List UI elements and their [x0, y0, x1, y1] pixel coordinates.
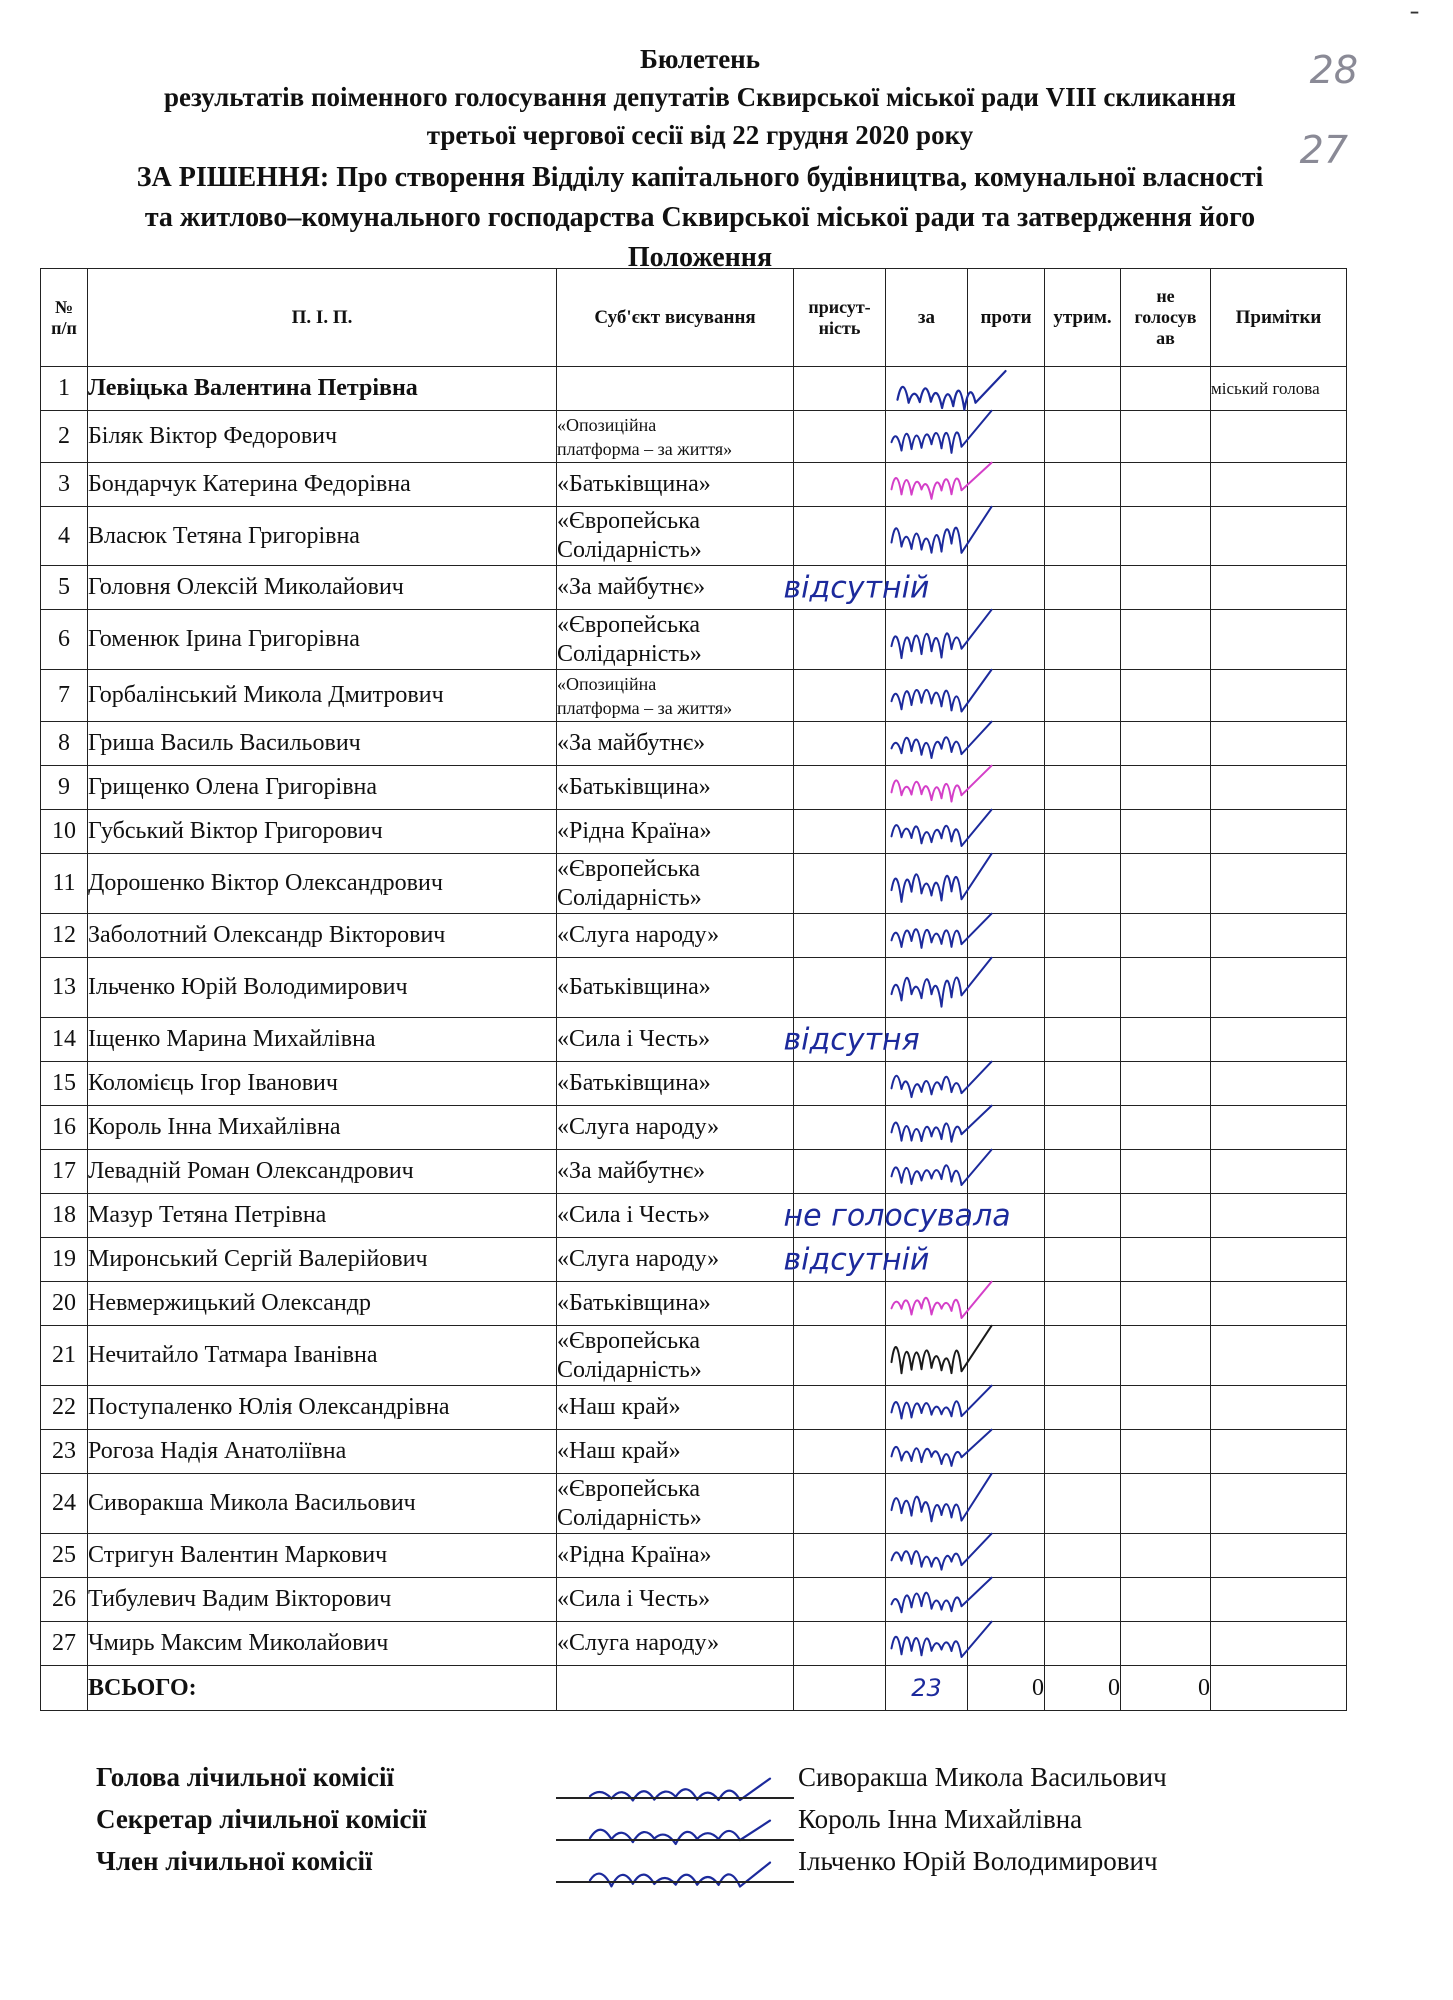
deputy-name: Миронський Сергій Валерійович — [88, 1238, 557, 1282]
deputy-name: Іщенко Марина Михайлівна — [88, 1018, 557, 1062]
nominating-party: «Слуга народу» — [557, 1622, 794, 1666]
deputy-name: Заболотний Олександр Вікторович — [88, 914, 557, 958]
signature-stroke — [892, 507, 992, 553]
nominating-party: «Сила і Честь» — [557, 1194, 794, 1238]
col-for-header: за — [886, 269, 968, 367]
signature-stroke — [892, 854, 992, 902]
total-abstain: 0 — [1045, 1666, 1121, 1711]
nominating-party: «Рідна Країна» — [557, 1534, 794, 1578]
row-number: 9 — [41, 766, 88, 810]
deputy-name: Стригун Валентин Маркович — [88, 1534, 557, 1578]
signature-stroke — [892, 670, 992, 712]
signature-stroke — [892, 463, 992, 499]
signature-stroke — [892, 1474, 992, 1522]
nominating-party: «За майбутнє» — [557, 722, 794, 766]
signature-stroke — [892, 766, 992, 802]
col-name-header: П. І. П. — [88, 269, 557, 367]
deputy-name: Сиворакша Микола Васильович — [88, 1474, 557, 1534]
signature-stroke — [892, 1578, 992, 1613]
deputy-name: Левадній Роман Олександрович — [88, 1150, 557, 1194]
ballot-subtitle: результатів поіменного голосування депутатів Сквирської міської ради VIII скликання — [163, 82, 1237, 112]
nominating-party: «Європейська Солідарність» — [557, 610, 794, 670]
nominating-party: «Європейська Солідарність» — [557, 507, 794, 566]
deputy-name: Гриша Василь Васильович — [88, 722, 557, 766]
deputy-name: Невмержицький Олександр — [88, 1282, 557, 1326]
row-number: 20 — [41, 1282, 88, 1326]
deputy-name: Ільченко Юрій Володимирович — [88, 958, 557, 1018]
deputy-name: Горбалінський Микола Дмитрович — [88, 670, 557, 722]
signature-stroke — [892, 1282, 992, 1318]
signature-stroke — [892, 1326, 992, 1373]
nominating-party: «Опозиційна платформа – за життя» — [557, 411, 794, 463]
deputy-name: Мазур Тетяна Петрівна — [88, 1194, 557, 1238]
corner-mark: ˉ — [1408, 8, 1421, 38]
commission-member — [96, 1846, 1296, 1888]
signature-line — [556, 1797, 794, 1799]
nominating-party: «Батьківщина» — [557, 463, 794, 507]
row-number: 25 — [41, 1534, 88, 1578]
handwritten-note: не голосувала — [783, 1198, 1011, 1234]
ballot-title: Бюлетень — [639, 44, 761, 74]
total-not-voted: 0 — [1121, 1666, 1211, 1711]
col-number-header: № п/п — [41, 269, 88, 367]
nominating-party: «Слуга народу» — [557, 914, 794, 958]
nominating-party: «Опозиційна платформа – за життя» — [557, 670, 794, 722]
nominating-party: «Наш край» — [557, 1386, 794, 1430]
signature-stroke — [892, 1534, 992, 1570]
nominating-party: «Батьківщина» — [557, 958, 794, 1018]
counting-commission — [96, 1762, 1296, 1888]
deputy-name: Грищенко Олена Григорівна — [88, 766, 557, 810]
signature-stroke — [898, 371, 1006, 410]
total-against: 0 — [968, 1666, 1045, 1711]
session-date: третьої чергової сесії від 22 грудня 2020 року — [426, 120, 974, 150]
row-number: 17 — [41, 1150, 88, 1194]
deputy-name: Гоменюк Ірина Григорівна — [88, 610, 557, 670]
commission-member-name: Ільченко Юрій Володимирович — [798, 1846, 1158, 1876]
signature-stroke — [892, 810, 992, 846]
row-number: 12 — [41, 914, 88, 958]
handwritten-count-1: 28 — [1309, 48, 1358, 92]
deputy-name: Власюк Тетяна Григорівна — [88, 507, 557, 566]
nominating-party: «Батьківщина» — [557, 766, 794, 810]
commission-member-name: Король Інна Михайлівна — [798, 1804, 1083, 1834]
nominating-party: «Батьківщина» — [557, 1062, 794, 1106]
nominating-party: «Батьківщина» — [557, 1282, 794, 1326]
deputy-name: Коломієць Ігор Іванович — [88, 1062, 557, 1106]
signature-stroke — [892, 1106, 992, 1142]
signature-line — [556, 1881, 794, 1883]
nominating-party: «Європейська Солідарність» — [557, 1474, 794, 1534]
row-number: 10 — [41, 810, 88, 854]
signature-stroke — [892, 958, 992, 1007]
decision-line-2: та житлово–комунального господарства Сквирської міської ради та затвердження його — [144, 202, 1256, 233]
col-present-header: присут- ність — [794, 269, 886, 367]
deputy-name: Головня Олексій Миколайович — [88, 566, 557, 610]
nominating-party: «Слуга народу» — [557, 1238, 794, 1282]
nominating-party: «Рідна Країна» — [557, 810, 794, 854]
nominating-party: «Європейська Солідарність» — [557, 854, 794, 914]
nominating-party: «За майбутнє» — [557, 1150, 794, 1194]
decision-line-3: Положення — [627, 242, 773, 273]
row-number: 14 — [41, 1018, 88, 1062]
signature-stroke — [892, 411, 992, 453]
row-number: 3 — [41, 463, 88, 507]
deputy-name: Губський Віктор Григорович — [88, 810, 557, 854]
handwritten-note: відсутня — [783, 1022, 920, 1058]
row-number: 15 — [41, 1062, 88, 1106]
commission-role: Секретар лічильної комісії — [96, 1804, 427, 1834]
row-number: 16 — [41, 1106, 88, 1150]
commission-secretary — [96, 1804, 1296, 1846]
deputy-name: Дорошенко Віктор Олександрович — [88, 854, 557, 914]
signature-stroke — [892, 1430, 992, 1466]
commission-head — [96, 1762, 1296, 1804]
deputy-name: Біляк Віктор Федорович — [88, 411, 557, 463]
handwritten-note: відсутній — [783, 1242, 930, 1278]
deputy-name: Король Інна Михайлівна — [88, 1106, 557, 1150]
signature-stroke — [892, 1150, 992, 1185]
deputy-name: Левіцька Валентина Петрівна — [88, 367, 557, 411]
col-against-header: проти — [968, 269, 1045, 367]
row-number: 1 — [41, 367, 88, 411]
deputy-name: Чмирь Максим Миколайович — [88, 1622, 557, 1666]
col-subject-header: Суб'єкт висування — [557, 269, 794, 367]
row-number: 2 — [41, 411, 88, 463]
row-number: 24 — [41, 1474, 88, 1534]
row-number: 4 — [41, 507, 88, 566]
deputy-name: Рогоза Надія Анатоліївна — [88, 1430, 557, 1474]
nominating-party: «Сила і Честь» — [557, 1018, 794, 1062]
row-number: 18 — [41, 1194, 88, 1238]
totals-label: ВСЬОГО: — [88, 1666, 557, 1711]
handwritten-count-2: 27 — [1299, 128, 1348, 172]
handwritten-note: відсутній — [783, 570, 930, 606]
row-number: 5 — [41, 566, 88, 610]
signature-stroke — [892, 1062, 992, 1097]
commission-role: Член лічильної комісії — [96, 1846, 373, 1876]
notes-cell: міський голова — [1211, 367, 1347, 411]
row-number: 13 — [41, 958, 88, 1018]
row-number: 11 — [41, 854, 88, 914]
commission-member-name: Сиворакша Микола Васильович — [798, 1762, 1167, 1792]
nominating-party: «За майбутнє» — [557, 566, 794, 610]
signature-stroke — [892, 1622, 992, 1657]
deputy-name: Тибулевич Вадим Вікторович — [88, 1578, 557, 1622]
row-number: 19 — [41, 1238, 88, 1282]
row-number: 23 — [41, 1430, 88, 1474]
col-notvoted-header: не голосув ав — [1121, 269, 1211, 367]
row-number: 8 — [41, 722, 88, 766]
row-number: 21 — [41, 1326, 88, 1386]
signature-line — [556, 1839, 794, 1841]
row-number: 27 — [41, 1622, 88, 1666]
col-abstain-header: утрим. — [1045, 269, 1121, 367]
signature-stroke — [892, 1386, 992, 1419]
col-notes-header: Примітки — [1211, 269, 1347, 367]
decision-line-1: ЗА РІШЕННЯ: Про створення Відділу капітального будівництва, комунальної власності — [136, 162, 1264, 193]
signature-stroke — [892, 610, 992, 658]
row-number: 7 — [41, 670, 88, 722]
deputy-name: Бондарчук Катерина Федорівна — [88, 463, 557, 507]
nominating-party: «Європейська Солідарність» — [557, 1326, 794, 1386]
nominating-party: «Наш край» — [557, 1430, 794, 1474]
row-number: 22 — [41, 1386, 88, 1430]
row-number: 26 — [41, 1578, 88, 1622]
deputy-name: Поступаленко Юлія Олександрівна — [88, 1386, 557, 1430]
signature-stroke — [892, 914, 992, 948]
commission-role: Голова лічильної комісії — [96, 1762, 394, 1792]
deputy-name: Нечитайло Татмара Іванівна — [88, 1326, 557, 1386]
row-number: 6 — [41, 610, 88, 670]
nominating-party: «Слуга народу» — [557, 1106, 794, 1150]
nominating-party: «Сила і Честь» — [557, 1578, 794, 1622]
signature-stroke — [892, 722, 992, 758]
total-for: 23 — [886, 1666, 968, 1711]
